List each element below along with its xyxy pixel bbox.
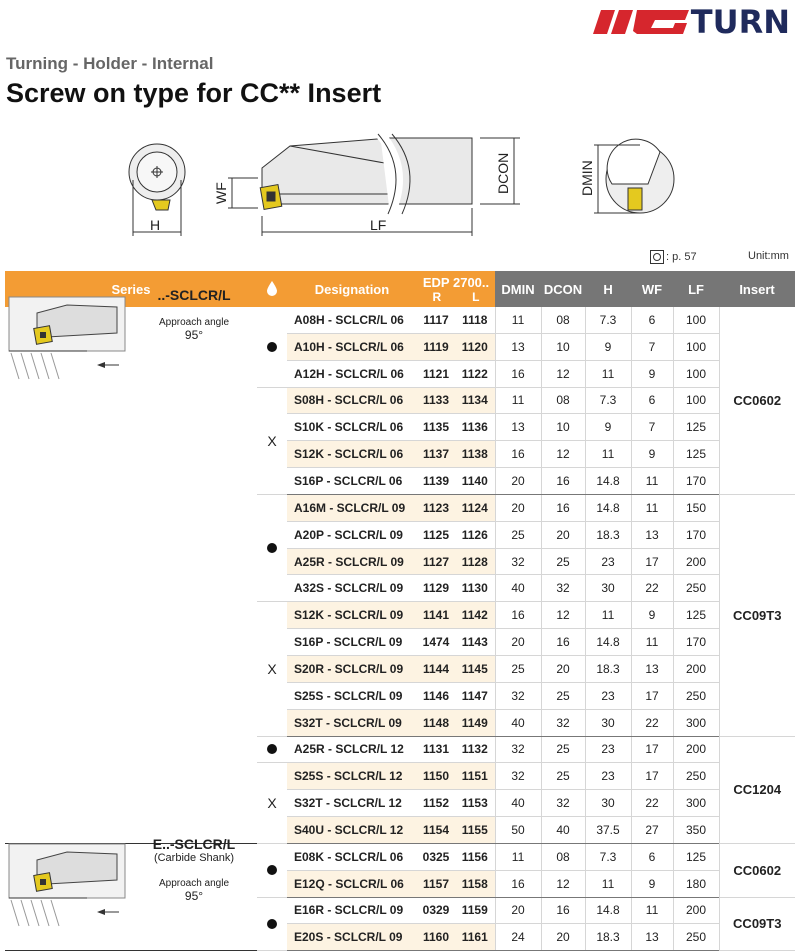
edp-r-cell: 1131 [417, 736, 455, 763]
dcon-cell: 32 [541, 575, 585, 602]
lf-cell: 200 [673, 655, 719, 682]
insert-cell: CC1204 [719, 736, 795, 843]
dcon-cell: 32 [541, 790, 585, 817]
bore-view [594, 139, 674, 213]
edp-l-cell: 1149 [455, 709, 495, 736]
coolant-cell [257, 307, 287, 387]
dmin-cell: 32 [495, 736, 541, 763]
header-edp-r: R [432, 289, 442, 304]
header-lf: LF [673, 271, 719, 307]
lf-cell: 100 [673, 360, 719, 387]
designation-cell: S20R - SCLCR/L 09 [287, 655, 417, 682]
edp-r-cell: 1474 [417, 629, 455, 656]
lf-cell: 200 [673, 897, 719, 924]
insert-cell: CC09T3 [719, 897, 795, 951]
h-cell: 23 [585, 736, 631, 763]
approach-angle-value: 95° [184, 328, 204, 342]
h-cell: 23 [585, 763, 631, 790]
page-subtitle: Turning - Holder - Internal [6, 54, 214, 73]
wf-cell: 22 [631, 709, 673, 736]
header-series: Series [5, 271, 257, 307]
edp-r-cell: 1135 [417, 414, 455, 441]
designation-cell: A08H - SCLCR/L 06 [287, 307, 417, 333]
dmin-cell: 40 [495, 575, 541, 602]
wf-cell: 13 [631, 521, 673, 548]
edp-r-cell: 1117 [417, 307, 455, 333]
lf-cell: 170 [673, 521, 719, 548]
edp-r-cell: 0325 [417, 843, 455, 870]
coolant-mark: X [267, 795, 277, 812]
h-cell: 11 [585, 360, 631, 387]
coolant-dot-icon [267, 543, 277, 553]
h-cell: 37.5 [585, 817, 631, 844]
series-subtitle: (Carbide Shank) [153, 851, 235, 864]
wf-cell: 22 [631, 575, 673, 602]
designation-cell: A10H - SCLCR/L 06 [287, 333, 417, 360]
series-cell [5, 835, 257, 950]
wf-cell: 9 [631, 870, 673, 897]
insert-cell: CC0602 [719, 307, 795, 494]
designation-cell: S12K - SCLCR/L 06 [287, 441, 417, 468]
dcon-cell: 40 [541, 817, 585, 844]
header-dcon: DCON [541, 271, 585, 307]
lf-cell: 100 [673, 333, 719, 360]
dcon-cell: 08 [541, 307, 585, 333]
wf-cell: 17 [631, 736, 673, 763]
wf-cell: 17 [631, 763, 673, 790]
edp-l-cell: 1120 [455, 333, 495, 360]
edp-l-cell: 1158 [455, 870, 495, 897]
dcon-cell: 12 [541, 870, 585, 897]
dcon-cell: 16 [541, 897, 585, 924]
coolant-dot-icon [267, 744, 277, 754]
designation-cell: S16P - SCLCR/L 06 [287, 468, 417, 495]
dcon-cell: 08 [541, 387, 585, 414]
designation-cell: A12H - SCLCR/L 06 [287, 360, 417, 387]
edp-l-cell: 1130 [455, 575, 495, 602]
edp-l-cell: 1143 [455, 629, 495, 656]
header-designation: Designation [287, 271, 417, 307]
edp-r-cell: 1127 [417, 548, 455, 575]
edp-l-cell: 1122 [455, 360, 495, 387]
edp-r-cell: 1139 [417, 468, 455, 495]
dmin-cell: 16 [495, 870, 541, 897]
h-cell: 23 [585, 548, 631, 575]
wf-cell: 6 [631, 843, 673, 870]
wf-cell: 11 [631, 629, 673, 656]
h-cell: 14.8 [585, 897, 631, 924]
h-cell: 23 [585, 682, 631, 709]
dcon-cell: 10 [541, 333, 585, 360]
dmin-cell: 16 [495, 602, 541, 629]
wf-cell: 22 [631, 790, 673, 817]
dmin-cell: 13 [495, 414, 541, 441]
edp-r-cell: 1141 [417, 602, 455, 629]
drawing-wf-label: WF [213, 182, 229, 204]
edp-l-cell: 1136 [455, 414, 495, 441]
dmin-cell: 50 [495, 817, 541, 844]
coolant-cell [257, 602, 287, 736]
series-name: E..-SCLCR/L [152, 835, 236, 852]
insert-cell: CC09T3 [719, 494, 795, 736]
designation-cell: E12Q - SCLCR/L 06 [287, 870, 417, 897]
lf-cell: 200 [673, 736, 719, 763]
designation-cell: S08H - SCLCR/L 06 [287, 387, 417, 414]
edp-l-cell: 1145 [455, 655, 495, 682]
edp-r-cell: 0329 [417, 897, 455, 924]
edp-r-cell: 1152 [417, 790, 455, 817]
coolant-cell [257, 763, 287, 844]
dmin-cell: 13 [495, 333, 541, 360]
dmin-cell: 20 [495, 468, 541, 495]
designation-cell: S10K - SCLCR/L 06 [287, 414, 417, 441]
dcon-cell: 32 [541, 709, 585, 736]
tool-drawing [0, 124, 800, 246]
h-cell: 14.8 [585, 494, 631, 521]
h-cell: 7.3 [585, 387, 631, 414]
coolant-dot-icon [267, 342, 277, 352]
series-tool-sketch-icon [7, 840, 127, 930]
header-wf: WF [631, 271, 673, 307]
unit-note: Unit:mm [748, 250, 789, 262]
coolant-cell [257, 843, 287, 897]
lf-cell: 170 [673, 468, 719, 495]
dcon-cell: 08 [541, 843, 585, 870]
header-insert: Insert [719, 271, 795, 307]
lf-cell: 100 [673, 307, 719, 333]
h-cell: 30 [585, 709, 631, 736]
wf-cell: 7 [631, 333, 673, 360]
edp-r-cell: 1148 [417, 709, 455, 736]
edp-l-cell: 1147 [455, 682, 495, 709]
dcon-cell: 16 [541, 494, 585, 521]
designation-cell: A25R - SCLCR/L 12 [287, 736, 417, 763]
lf-cell: 100 [673, 387, 719, 414]
edp-l-cell: 1138 [455, 441, 495, 468]
page-title: Screw on type for CC** Insert [6, 78, 382, 108]
lf-cell: 250 [673, 575, 719, 602]
designation-cell: A16M - SCLCR/L 09 [287, 494, 417, 521]
wf-cell: 13 [631, 924, 673, 951]
edp-l-cell: 1151 [455, 763, 495, 790]
dmin-cell: 20 [495, 494, 541, 521]
wf-cell: 17 [631, 682, 673, 709]
designation-cell: A25R - SCLCR/L 09 [287, 548, 417, 575]
edp-r-cell: 1154 [417, 817, 455, 844]
lf-cell: 250 [673, 763, 719, 790]
approach-angle-label: Approach angle [158, 877, 230, 889]
dcon-cell: 12 [541, 360, 585, 387]
h-cell: 7.3 [585, 843, 631, 870]
dcon-cell: 25 [541, 682, 585, 709]
h-cell: 14.8 [585, 468, 631, 495]
h-cell: 7.3 [585, 307, 631, 333]
dmin-cell: 11 [495, 843, 541, 870]
coolant-cell [257, 494, 287, 601]
designation-cell: E08K - SCLCR/L 06 [287, 843, 417, 870]
series-info [5, 835, 257, 950]
edp-r-cell: 1125 [417, 521, 455, 548]
edp-r-cell: 1144 [417, 655, 455, 682]
series-name: ..-SCLCR/L [157, 287, 231, 303]
lf-cell: 300 [673, 709, 719, 736]
edp-l-cell: 1134 [455, 387, 495, 414]
header-dmin: DMIN [495, 271, 541, 307]
edp-r-cell: 1137 [417, 441, 455, 468]
lf-cell: 125 [673, 602, 719, 629]
dmin-cell: 25 [495, 655, 541, 682]
approach-angle-label: Approach angle [158, 317, 230, 328]
drawing-lf-label: LF [370, 217, 387, 233]
brand-logo [593, 4, 790, 40]
dmin-cell: 25 [495, 521, 541, 548]
designation-cell: E16R - SCLCR/L 09 [287, 897, 417, 924]
designation-cell: A32S - SCLCR/L 09 [287, 575, 417, 602]
h-cell: 14.8 [585, 629, 631, 656]
edp-r-cell: 1160 [417, 924, 455, 951]
brand-logo-mark [593, 7, 689, 37]
dmin-cell: 24 [495, 924, 541, 951]
dcon-cell: 20 [541, 924, 585, 951]
series-tool-sketch-icon [7, 293, 127, 383]
designation-cell: S12K - SCLCR/L 09 [287, 602, 417, 629]
dmin-cell: 20 [495, 897, 541, 924]
edp-l-cell: 1118 [455, 307, 495, 333]
header-edp-title: EDP 2700.. [422, 274, 490, 290]
designation-cell: S25S - SCLCR/L 09 [287, 682, 417, 709]
edp-l-cell: 1156 [455, 843, 495, 870]
edp-l-cell: 1159 [455, 897, 495, 924]
table-row [5, 307, 795, 333]
edp-r-cell: 1123 [417, 494, 455, 521]
lf-cell: 170 [673, 629, 719, 656]
wf-cell: 11 [631, 897, 673, 924]
wf-cell: 6 [631, 387, 673, 414]
h-cell: 18.3 [585, 521, 631, 548]
page-reference-text: : p. 57 [666, 251, 697, 263]
h-cell: 18.3 [585, 655, 631, 682]
drawing-dmin-label: DMIN [579, 160, 595, 196]
designation-cell: S32T - SCLCR/L 09 [287, 709, 417, 736]
dcon-cell: 25 [541, 736, 585, 763]
edp-l-cell: 1153 [455, 790, 495, 817]
edp-l-cell: 1161 [455, 924, 495, 951]
wf-cell: 9 [631, 441, 673, 468]
wf-cell: 17 [631, 548, 673, 575]
dmin-cell: 32 [495, 548, 541, 575]
coolant-cell [257, 387, 287, 494]
brand-logo-text: TURN [690, 3, 790, 41]
wf-cell: 13 [631, 655, 673, 682]
edp-l-cell: 1140 [455, 468, 495, 495]
edp-r-cell: 1146 [417, 682, 455, 709]
drawing-h-label: H [150, 217, 161, 233]
wf-cell: 11 [631, 494, 673, 521]
h-cell: 30 [585, 790, 631, 817]
wf-cell: 7 [631, 414, 673, 441]
h-cell: 18.3 [585, 924, 631, 951]
dmin-cell: 16 [495, 360, 541, 387]
h-cell: 11 [585, 870, 631, 897]
lf-cell: 250 [673, 682, 719, 709]
designation-cell: S40U - SCLCR/L 12 [287, 817, 417, 844]
lf-cell: 350 [673, 817, 719, 844]
header-edp [417, 271, 495, 307]
dcon-cell: 20 [541, 655, 585, 682]
dcon-cell: 25 [541, 763, 585, 790]
dcon-cell: 12 [541, 441, 585, 468]
edp-l-cell: 1124 [455, 494, 495, 521]
h-cell: 9 [585, 333, 631, 360]
dcon-cell: 16 [541, 629, 585, 656]
h-cell: 9 [585, 414, 631, 441]
edp-r-cell: 1121 [417, 360, 455, 387]
edp-r-cell: 1157 [417, 870, 455, 897]
wf-cell: 9 [631, 360, 673, 387]
lf-cell: 125 [673, 441, 719, 468]
dmin-cell: 32 [495, 763, 541, 790]
h-cell: 30 [585, 575, 631, 602]
dcon-cell: 10 [541, 414, 585, 441]
designation-cell: E20S - SCLCR/L 09 [287, 924, 417, 951]
dmin-cell: 40 [495, 709, 541, 736]
lf-cell: 200 [673, 548, 719, 575]
designation-cell: A20P - SCLCR/L 09 [287, 521, 417, 548]
edp-l-cell: 1142 [455, 602, 495, 629]
lf-cell: 125 [673, 843, 719, 870]
lf-cell: 250 [673, 924, 719, 951]
wf-cell: 11 [631, 468, 673, 495]
dmin-cell: 11 [495, 387, 541, 414]
coolant-mark: X [267, 432, 277, 449]
h-cell: 11 [585, 602, 631, 629]
edp-l-cell: 1126 [455, 521, 495, 548]
dmin-cell: 32 [495, 682, 541, 709]
dmin-cell: 20 [495, 629, 541, 656]
h-cell: 11 [585, 441, 631, 468]
edp-l-cell: 1132 [455, 736, 495, 763]
dcon-cell: 25 [541, 548, 585, 575]
wf-cell: 6 [631, 307, 673, 333]
dcon-cell: 16 [541, 468, 585, 495]
edp-r-cell: 1119 [417, 333, 455, 360]
dcon-cell: 12 [541, 602, 585, 629]
lf-cell: 180 [673, 870, 719, 897]
edp-l-cell: 1155 [455, 817, 495, 844]
page-reference-note [650, 250, 697, 264]
designation-cell: S16P - SCLCR/L 09 [287, 629, 417, 656]
wf-cell: 27 [631, 817, 673, 844]
dmin-cell: 11 [495, 307, 541, 333]
header-coolant [257, 271, 287, 307]
lf-cell: 150 [673, 494, 719, 521]
edp-l-cell: 1128 [455, 548, 495, 575]
dmin-cell: 16 [495, 441, 541, 468]
coolant-mark: X [267, 660, 277, 677]
dmin-cell: 40 [495, 790, 541, 817]
holder-table [5, 271, 795, 951]
lf-cell: 300 [673, 790, 719, 817]
designation-cell: S32T - SCLCR/L 12 [287, 790, 417, 817]
insert-cell: CC0602 [719, 843, 795, 897]
header-h: H [585, 271, 631, 307]
insert-reference-icon [650, 250, 664, 264]
drop-icon [266, 280, 278, 296]
edp-r-cell: 1133 [417, 387, 455, 414]
coolant-dot-icon [267, 919, 277, 929]
designation-cell: S25S - SCLCR/L 12 [287, 763, 417, 790]
lf-cell: 125 [673, 414, 719, 441]
edp-r-cell: 1129 [417, 575, 455, 602]
wf-cell: 9 [631, 602, 673, 629]
table-row [5, 843, 795, 870]
dcon-cell: 20 [541, 521, 585, 548]
header-edp-l: L [472, 289, 480, 304]
edp-r-cell: 1150 [417, 763, 455, 790]
drawing-dcon-label: DCON [495, 152, 511, 194]
approach-angle-value: 95° [184, 888, 204, 903]
coolant-dot-icon [267, 865, 277, 875]
coolant-cell [257, 736, 287, 763]
